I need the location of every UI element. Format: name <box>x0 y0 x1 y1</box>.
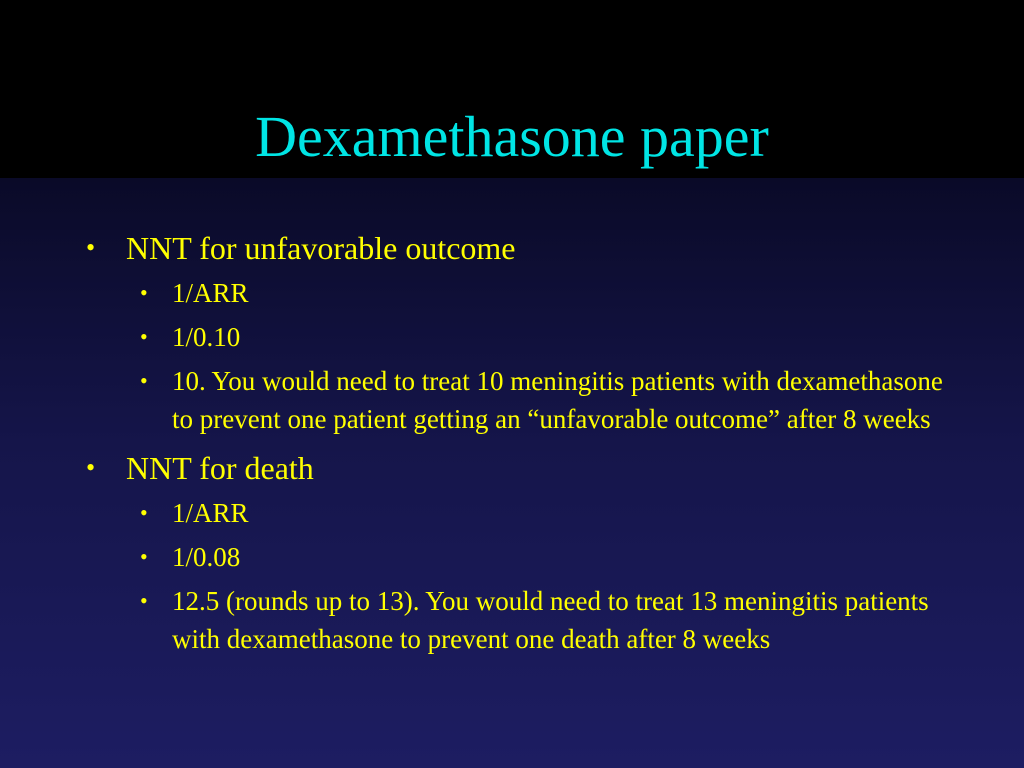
sub-bullet-text: 10. You would need to treat 10 meningitis patients with dexamethasone to prevent one patient getting an “unfavorable outcome” after 8 weeks <box>172 366 943 434</box>
bullet-dot-icon: • <box>86 233 96 262</box>
sub-bullet-item <box>0 362 1024 438</box>
sub-bullet-text: 1/0.08 <box>172 542 241 572</box>
sub-bullet-item <box>0 494 1024 532</box>
bullet-dot-icon: • <box>140 368 148 393</box>
bullet-dot-icon: • <box>140 500 148 525</box>
bullet-item <box>0 228 1024 268</box>
bullet-text: NNT for death <box>126 450 314 486</box>
sub-bullet-item <box>0 538 1024 576</box>
slide-content <box>0 228 1024 668</box>
sub-bullet-text: 12.5 (rounds up to 13). You would need to treat 13 meningitis patients with dexamethasone to prevent one death after 8 weeks <box>172 586 929 654</box>
bullet-dot-icon: • <box>140 324 148 349</box>
bullet-text: NNT for unfavorable outcome <box>126 230 516 266</box>
bullet-dot-icon: • <box>86 453 96 482</box>
bullet-dot-icon: • <box>140 280 148 305</box>
sub-bullet-item <box>0 274 1024 312</box>
bullet-dot-icon: • <box>140 588 148 613</box>
sub-bullet-text: 1/0.10 <box>172 322 241 352</box>
sub-bullet-item <box>0 582 1024 658</box>
sub-bullet-item <box>0 318 1024 356</box>
slide-title: Dexamethasone paper <box>255 104 769 169</box>
sub-bullet-text: 1/ARR <box>172 278 249 308</box>
sub-bullet-list <box>0 274 1024 438</box>
bullet-item <box>0 448 1024 488</box>
sub-bullet-list <box>0 494 1024 658</box>
bullet-dot-icon: • <box>140 544 148 569</box>
sub-bullet-text: 1/ARR <box>172 498 249 528</box>
